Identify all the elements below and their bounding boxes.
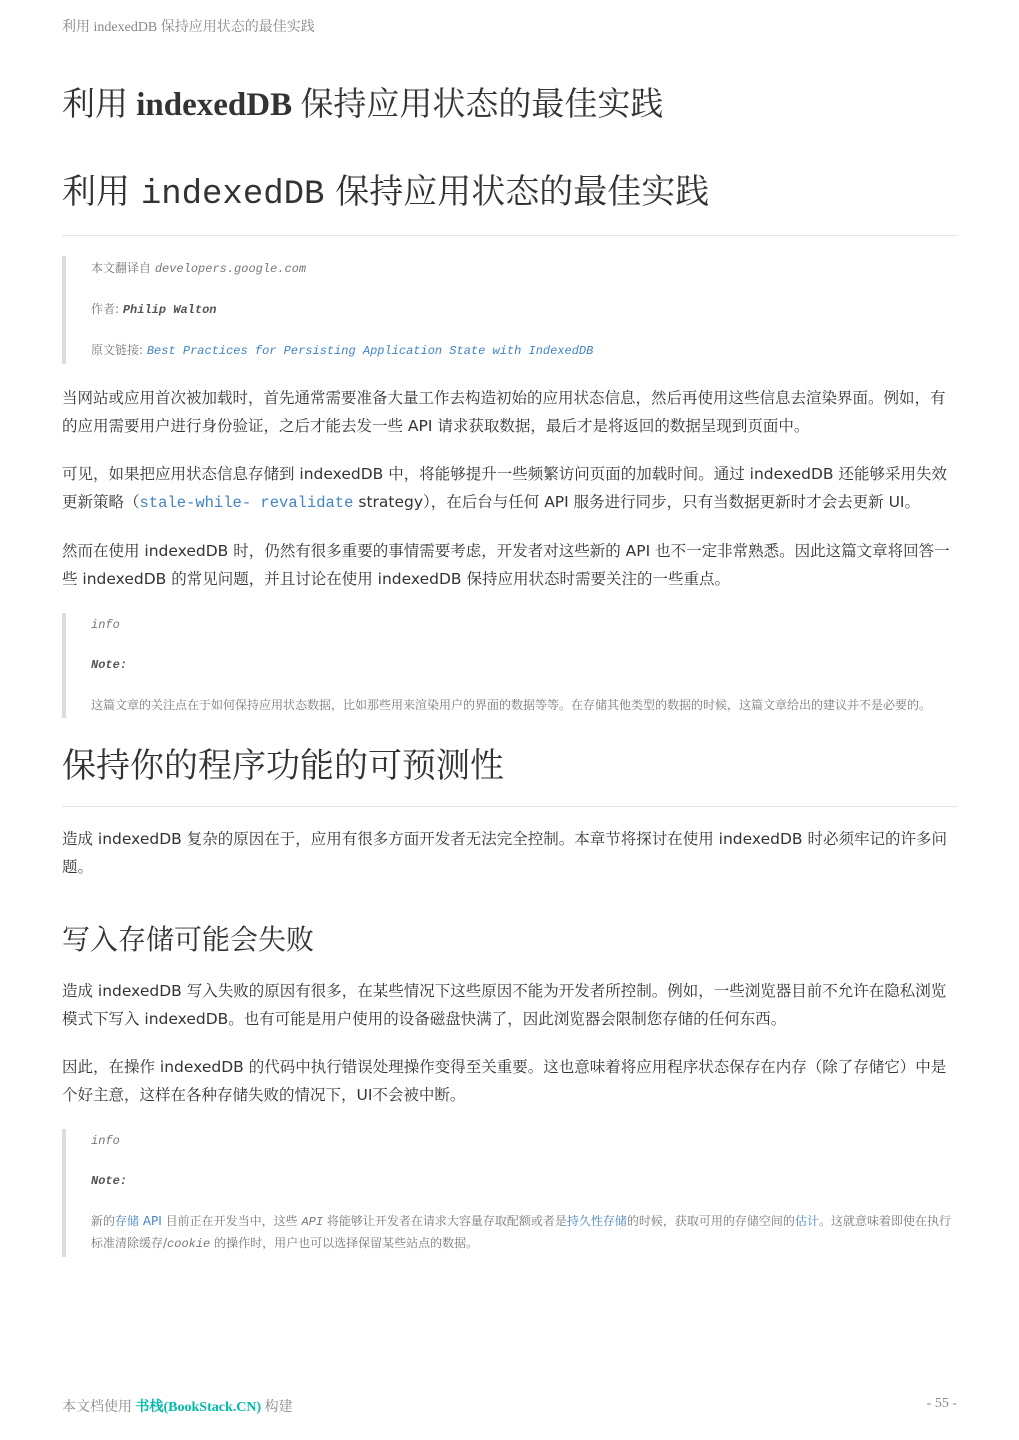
storage-api-link[interactable]: 存储 API <box>115 1214 162 1228</box>
note-type: info <box>91 618 120 632</box>
note-label: Note: <box>91 1174 128 1188</box>
info-note-2 <box>62 1129 957 1257</box>
persistent-storage-link[interactable]: 持久性存储 <box>566 1214 627 1228</box>
title-prefix: 利用 <box>62 87 137 123</box>
paragraph-error-handling: 因此，在操作 indexedDB 的代码中执行错误处理操作变得至关重要。这也意味着将应用程序状态保存在内存（除了存储它）中是个好主意，这样在各种存储失败的情况下，UI不会被中断。 <box>62 1058 947 1104</box>
note-text-8: 的操作时，用户也可以选择保留某些站点的数据。 <box>210 1236 479 1250</box>
page-number: - 55 - <box>926 1396 957 1411</box>
stale-while-revalidate-link[interactable]: stale-while- revalidate <box>139 494 354 512</box>
document-title <box>62 78 663 125</box>
paragraph-intro: 当网站或应用首次被加载时，首先通常需要准备大量工作去构造初始的应用状态信息，然后再使用这些信息去渲染界面。例如，有的应用需要用户进行身份验证，之后才能去发一些 API 请求获取数据，最后才是将返回的数据呈现到页面中。 <box>62 389 946 435</box>
running-header: 利用 indexedDB 保持应用状态的最佳实践 <box>62 20 315 35</box>
note-text-4: 将能够让开发者在请求大容量存取配额或者是 <box>323 1214 567 1228</box>
translated-source: developers.google.com <box>154 262 307 276</box>
title-bold: indexedDB <box>136 87 293 123</box>
note-text-1: 新的 <box>91 1214 116 1228</box>
heading-suffix: 保持应用状态的最佳实践 <box>324 172 710 212</box>
info-note-1 <box>62 613 957 718</box>
meta-quote <box>62 256 957 364</box>
title-suffix: 保持应用状态的最佳实践 <box>292 87 664 123</box>
heading-prefix: 利用 <box>62 172 141 212</box>
heading-code: indexedDB <box>140 176 325 214</box>
p2-after: strategy），在后台与任何 API 服务进行同步，只有当数据更新时才会去更新 UI。 <box>353 493 920 511</box>
note-text-2: 目前正在开发当中，这些 <box>161 1214 302 1228</box>
article-content <box>62 166 957 1257</box>
author-row <box>91 299 957 321</box>
section-heading-predictability: 保持你的程序功能的可预测性 <box>62 740 957 807</box>
note-text-5: 的时候，获取可用的存储空间的 <box>626 1214 795 1228</box>
note-text-cookie: cookie <box>167 1237 211 1251</box>
article-heading <box>62 166 957 236</box>
footer-brand-link[interactable]: 书栈(BookStack.CN) <box>135 1400 262 1415</box>
footer-credit <box>62 1396 293 1416</box>
note-text-6: 。这就意味着即使在执行标准清除缓存/ <box>91 1214 951 1250</box>
paragraph-cache <box>62 460 957 517</box>
original-label: 原文链接: <box>91 343 147 357</box>
note-label: Note: <box>91 658 128 672</box>
original-link[interactable]: Best Practices for Persisting Application State with IndexedDB <box>146 344 594 358</box>
subsection-heading-write-failure: 写入存储可能会失败 <box>62 923 315 956</box>
paragraph-complexity: 造成 indexedDB 复杂的原因在于，应用有很多方面开发者无法完全控制。本章节将探讨在使用 indexedDB 时必须牢记的许多问题。 <box>62 830 947 876</box>
author-label: 作者: <box>91 302 123 316</box>
original-row <box>91 340 957 362</box>
note-text <box>91 1211 957 1255</box>
estimate-link[interactable]: 估计 <box>794 1214 819 1228</box>
paragraph-write-failure: 造成 indexedDB 写入失败的原因有很多，在某些情况下这些原因不能为开发者所控制。例如，一些浏览器目前不允许在隐私浏览模式下写入 indexedDB。也有可能是用户使用的设备磁盘快满了，因此浏览器会限制您存储的任何东西。 <box>62 982 947 1028</box>
footer-suffix: 构建 <box>261 1400 293 1415</box>
note-type: info <box>91 1134 120 1148</box>
note-text: 这篇文章的关注点在于如何保持应用状态数据，比如那些用来渲染用户的界面的数据等等。在存储其他类型的数据的时候，这篇文章给出的建议并不是必要的。 <box>91 698 932 712</box>
p2-before: 可见，如果把应用状态信息存储到 indexedDB 中，将能够提升一些频繁访问页面的加载时间。通过 indexedDB 还能够采用失效更新策略（ <box>62 465 947 511</box>
note-text-api: API <box>301 1215 324 1229</box>
translated-label: 本文翻译自 <box>91 261 155 275</box>
paragraph-considerations: 然而在使用 indexedDB 时，仍然有很多重要的事情需要考虑，开发者对这些新的 API 也不一定非常熟悉。因此这篇文章将回答一些 indexedDB 的常见问题，并且讨论在使用 indexedDB 保持应用状态时需要关注的一些重点。 <box>62 542 950 588</box>
author-name: Philip Walton <box>122 303 217 317</box>
footer-prefix: 本文档使用 <box>62 1400 136 1415</box>
translated-row <box>91 258 957 280</box>
